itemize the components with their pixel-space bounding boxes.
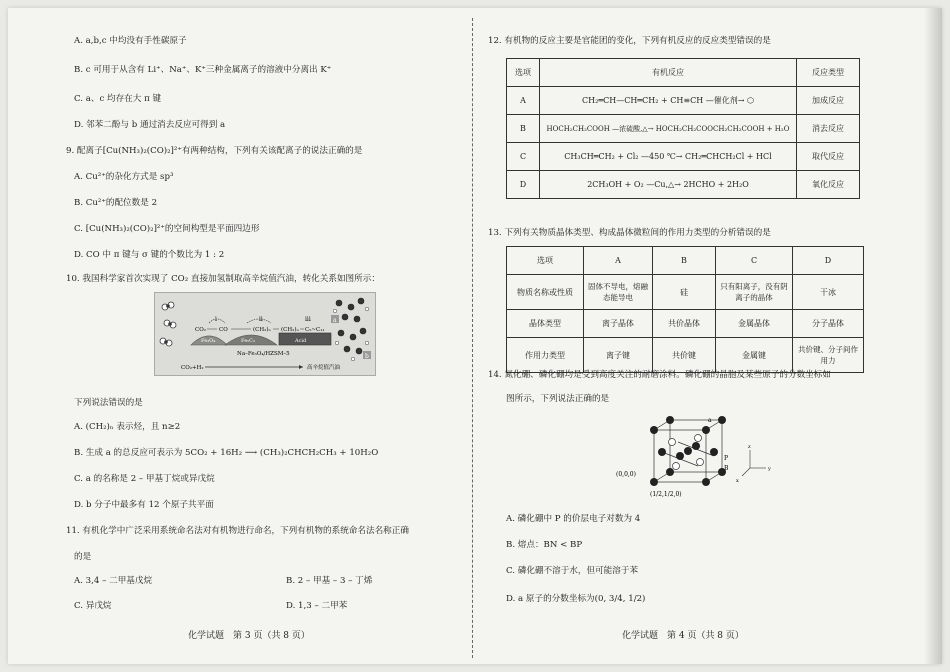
q14-stem: 14. 氮化硼、磷化硼均是受到高度关注的耐磨涂料。磷化硼的晶胞及某些原子的分数坐标如 <box>488 370 831 380</box>
q12-row-a-type: 加成反应 <box>797 87 860 115</box>
q13-row1-label: 物质名称或性质 <box>507 275 584 310</box>
species-co2: CO₂ <box>195 327 206 333</box>
q13-row2-label: 晶体类型 <box>507 310 584 338</box>
q12-row-a-option: A <box>507 87 540 115</box>
q12-row <box>507 171 860 199</box>
q13-row1-c: 只有阳离子，没有阴离子的晶体 <box>716 275 793 310</box>
q12-row-b-reaction: HOCH₂CH₂COOH —浓硫酸,△→ HOCH₂CH₂COOCH₂CH₂COOH + H₂O <box>540 115 797 143</box>
q13-row3-a: 离子键 <box>584 338 653 373</box>
q13-header-c: C <box>716 247 793 275</box>
q13-row2-a: 离子晶体 <box>584 310 653 338</box>
left-page <box>8 8 466 664</box>
step-i-label: i <box>215 316 217 323</box>
scan-edge-shadow <box>924 8 942 664</box>
catalyst-acid-label: Acid <box>295 338 307 344</box>
axis-z-label: z <box>748 444 751 450</box>
q8-option-c: C. a、c 均存在大 π 键 <box>74 94 162 104</box>
atom-p-label: P <box>724 455 729 462</box>
q12-row-a-reaction: CH₂═CH—CH═CH₂ + CH≡CH —催化剂→ ⬡ <box>540 87 797 115</box>
q9-option-d: D. CO 中 π 键与 σ 键的个数比为 1 : 2 <box>74 250 225 260</box>
q12-header-type: 反应类型 <box>797 59 860 87</box>
q10-option-b: B. 生成 a 的总反应可表示为 5CO₂ + 16H₂ ⟶ (CH₃)₂CHCH₂CH₃ + 10H₂O <box>74 448 379 458</box>
q12-row-b-type: 消去反应 <box>797 115 860 143</box>
product-label: 高辛烷值汽油 <box>307 365 341 371</box>
step-ii-label: ii <box>259 316 263 323</box>
q12-row-c-type: 取代反应 <box>797 143 860 171</box>
q8-option-b: B. c 可用于从含有 Li⁺、Na⁺、K⁺三种金属离子的溶液中分离出 K⁺ <box>74 65 332 75</box>
q14-option-c: C. 磷化硼不溶于水，但可能溶于苯 <box>506 566 639 576</box>
q13-row1-d: 干冰 <box>793 275 864 310</box>
catalyst-fe5c2-label: Fe₅C₂ <box>241 338 255 344</box>
coord-label: (1/2,1/2,0) <box>650 491 682 498</box>
q13-header-a: A <box>584 247 653 275</box>
origin-label: (0,0,0) <box>616 471 636 478</box>
q12-row-c-reaction: CH₃CH═CH₂ + Cl₂ —450 ℃→ CH₂═CHCH₂Cl + HCl <box>540 143 797 171</box>
q9-stem: 9. 配离子[Cu(NH₃)₂(CO)₂]²⁺有两种结构，下列有关该配离子的说法正确的是 <box>66 146 363 156</box>
q10-option-d: D. b 分子中最多有 12 个原子共平面 <box>74 500 214 510</box>
q12-row <box>507 115 860 143</box>
exam-sheet <box>8 8 942 664</box>
q13-row2-b: 共价晶体 <box>653 310 716 338</box>
q13-row3-label: 作用力类型 <box>507 338 584 373</box>
species-ch2n-1: (CH₂)ₙ <box>253 327 271 333</box>
atom-b-label: B <box>724 465 729 472</box>
q12-row <box>507 87 860 115</box>
q8-option-d: D. 邻苯二酚与 b 通过消去反应可得到 a <box>74 120 226 130</box>
q14-option-d: D. a 原子的分数坐标为(0, 3/4, 1/2) <box>506 594 646 604</box>
q12-row <box>507 143 860 171</box>
q12-stem: 12. 有机物的反应主要是官能团的变化，下列有机反应的反应类型错误的是 <box>488 36 771 46</box>
q12-row-d-option: D <box>507 171 540 199</box>
q9-option-c: C. [Cu(NH₃)₂(CO)₂]²⁺的空间构型是平面四边形 <box>74 224 260 234</box>
q10-ask: 下列说法错误的是 <box>74 398 143 408</box>
q10-stem: 10. 我国科学家首次实现了 CO₂ 直接加氢制取高辛烷值汽油，转化关系如图所示： <box>66 274 380 284</box>
feed-label: CO₂+H₂ <box>181 365 204 371</box>
q13-header-b: B <box>653 247 716 275</box>
q10-option-a: A. (CH₂)ₙ 表示烃，且 n≥2 <box>74 422 181 432</box>
q11-option-a: A. 3,4 – 二甲基戊烷 <box>74 576 153 586</box>
species-ch2n-2: (CH₂)ₙ <box>281 327 299 333</box>
q13-row3-d: 共价键、分子间作用力 <box>793 338 864 373</box>
q13-row3-b: 共价键 <box>653 338 716 373</box>
q9-option-b: B. Cu²⁺的配位数是 2 <box>74 198 158 208</box>
atom-a-label: a <box>708 417 712 424</box>
catalyst-fe3o4-label: Fe₃O₄ <box>201 338 216 344</box>
q13-header-option: 选项 <box>507 247 584 275</box>
axis-x-label: x <box>736 478 739 484</box>
species-co: CO <box>219 327 228 333</box>
catalyst-name: Na–Fe₃O₄/HZSM–5 <box>237 351 290 357</box>
q8-option-a: A. a,b,c 中均没有手性碳原子 <box>74 36 187 46</box>
q11-option-b: B. 2 – 甲基 – 3 – 丁烯 <box>286 576 373 586</box>
molecule-a-label: a <box>333 317 337 324</box>
page-footer-3: 化学试题 第 3 页（共 8 页） <box>188 631 310 641</box>
q12-row-c-option: C <box>507 143 540 171</box>
column-divider <box>472 18 473 658</box>
q13-row3-c: 金属键 <box>716 338 793 373</box>
q13-header-d: D <box>793 247 864 275</box>
q10-conversion-scheme <box>154 292 376 376</box>
q13-row2-d: 分子晶体 <box>793 310 864 338</box>
scheme-drawing <box>155 293 375 375</box>
q13-row1-a: 固体不导电，熔融态能导电 <box>584 275 653 310</box>
q12-row-d-reaction: 2CH₃OH + O₂ —Cu,△→ 2HCHO + 2H₂O <box>540 171 797 199</box>
q12-row-b-option: B <box>507 115 540 143</box>
molecule-b-label: b <box>365 353 369 360</box>
q11-option-c: C. 异戊烷 <box>74 601 112 611</box>
q12-header-option: 选项 <box>507 59 540 87</box>
axis-y-label: y <box>768 466 771 472</box>
step-iii-label: iii <box>305 316 311 323</box>
q12-table <box>506 58 860 199</box>
q9-option-a: A. Cu²⁺的杂化方式是 sp³ <box>74 172 174 182</box>
right-page <box>484 8 942 664</box>
q12-header-reaction: 有机反应 <box>540 59 797 87</box>
page-footer-4: 化学试题 第 4 页（共 8 页） <box>622 631 744 641</box>
q14-stem-cont: 图所示，下列说法正确的是 <box>506 394 610 404</box>
q11-option-d: D. 1,3 – 二甲苯 <box>286 601 348 611</box>
q12-row-d-type: 氧化反应 <box>797 171 860 199</box>
q14-option-a: A. 磷化硼中 P 的价层电子对数为 4 <box>506 514 641 524</box>
q13-row2-c: 金属晶体 <box>716 310 793 338</box>
species-c5-c11: C₅~C₁₁ <box>305 327 325 333</box>
q14-option-b: B. 熔点：BN < BP <box>506 540 583 550</box>
q11-stem: 11. 有机化学中广泛采用系统命名法对有机物进行命名，下列有机物的系统命名法名称正确 <box>66 526 409 536</box>
q13-stem: 13. 下列有关物质晶体类型、构成晶体微粒间的作用力类型的分析错误的是 <box>488 228 771 238</box>
q11-stem-cont: 的是 <box>74 552 92 562</box>
bp-unit-cell-figure <box>610 412 790 502</box>
q13-table <box>506 246 864 373</box>
q13-row1-b: 硅 <box>653 275 716 310</box>
q10-option-c: C. a 的名称是 2 – 甲基丁烷或异戊烷 <box>74 474 215 484</box>
